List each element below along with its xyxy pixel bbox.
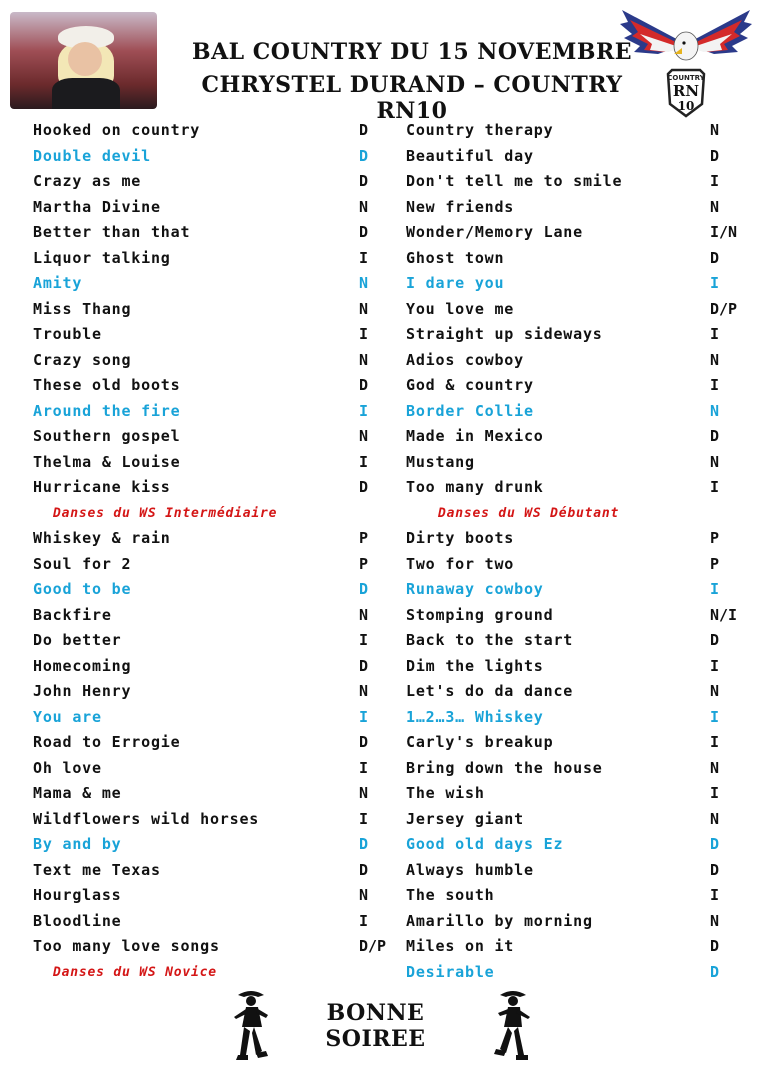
svg-text:RN: RN — [672, 82, 700, 100]
dance-name: God & country — [406, 376, 534, 394]
dance-level: D — [359, 172, 369, 190]
dance-level: D/P — [710, 299, 738, 318]
dance-name: Wildflowers wild horses — [33, 809, 260, 828]
svg-text:10: 10 — [677, 99, 695, 113]
dance-level: D — [359, 580, 369, 598]
page-subtitle: CHRYSTEL DURAND – COUNTRY RN10 — [201, 72, 623, 124]
dance-name: Amity — [33, 274, 83, 292]
dance-name: Straight up sideways — [406, 325, 603, 343]
dance-name: Crazy as me — [33, 172, 142, 190]
dance-name: Good to be — [33, 580, 132, 598]
dance-name: The south — [406, 886, 495, 904]
dance-name: The wish — [406, 784, 485, 802]
dance-name: Whiskey & rain — [33, 529, 171, 547]
dance-level: I — [710, 580, 720, 598]
dance-level: I — [359, 809, 369, 828]
dance-level: I — [710, 376, 720, 394]
dance-name: Hooked on country — [33, 121, 201, 139]
dance-name: Bloodline — [33, 911, 122, 930]
dance-name: Amarillo by morning — [406, 911, 593, 930]
dance-level: N — [710, 911, 720, 930]
dance-level: I — [359, 325, 369, 343]
dance-level: D — [710, 835, 720, 853]
dance-name: By and by — [33, 835, 122, 853]
dance-level: N — [710, 121, 720, 139]
dance-level: N — [359, 784, 369, 802]
dance-level: N — [710, 197, 720, 216]
dance-level: D — [359, 835, 369, 853]
dance-name: Thelma & Louise — [33, 452, 181, 471]
dance-name: Around the fire — [33, 401, 181, 420]
dance-name: These old boots — [33, 376, 181, 394]
dance-name: Carly's breakup — [406, 733, 554, 751]
dance-level: D — [359, 478, 369, 496]
dance-level: I — [710, 707, 720, 726]
dance-level: D — [710, 860, 720, 879]
dance-level: I — [710, 478, 720, 496]
dance-level: P — [710, 529, 720, 547]
dance-level: D — [359, 146, 369, 165]
dance-name: Stomping ground — [406, 605, 554, 624]
cowboy-dancer-left-icon — [228, 985, 274, 1065]
page-title: BAL COUNTRY DU 15 NOVEMBRE — [191, 39, 633, 65]
dance-name: Jersey giant — [406, 809, 524, 828]
dance-name: You are — [33, 707, 102, 726]
dance-level: N — [359, 299, 369, 318]
dance-level: N — [359, 605, 369, 624]
dance-level: D — [710, 631, 720, 649]
dance-name: Mama & me — [33, 784, 122, 802]
dance-name: Backfire — [33, 605, 112, 624]
dance-level: D — [710, 962, 720, 981]
dance-level: I — [359, 401, 369, 420]
dance-name: Miles on it — [406, 937, 515, 955]
dance-name: Oh love — [33, 758, 102, 777]
dance-level: D — [359, 656, 369, 675]
dance-name: Ghost town — [406, 248, 505, 267]
dance-name: Too many drunk — [406, 478, 544, 496]
dance-name: Road to Errogie — [33, 733, 181, 751]
dance-level: P — [710, 554, 720, 573]
dance-level: N — [359, 350, 369, 369]
dance-name: Don't tell me to smile — [406, 172, 623, 190]
dance-name: Back to the start — [406, 631, 574, 649]
dance-level: I — [710, 172, 720, 190]
dance-name: Hourglass — [33, 886, 122, 904]
dance-name: Better than that — [33, 223, 191, 241]
dance-name: Country therapy — [406, 121, 554, 139]
dance-level: N — [359, 682, 369, 700]
dance-level: N — [359, 274, 369, 292]
performer-photo — [10, 12, 157, 109]
dance-name: Soul for 2 — [33, 554, 132, 573]
dance-name: Do better — [33, 631, 122, 649]
dance-name: Trouble — [33, 325, 102, 343]
dance-level: N — [710, 758, 720, 777]
dance-name: Two for two — [406, 554, 515, 573]
dance-level: I — [710, 325, 720, 343]
dance-level: N — [710, 401, 720, 420]
dance-level: I — [710, 784, 720, 802]
section-label: Danses du WS Intermédiaire — [53, 505, 278, 521]
dance-name: Southern gospel — [33, 427, 181, 445]
dance-name: Dirty boots — [406, 529, 515, 547]
dance-level: D — [359, 376, 369, 394]
dance-name: Wonder/Memory Lane — [406, 223, 583, 241]
dance-name: You love me — [406, 299, 515, 318]
dance-level: D/P — [359, 937, 387, 955]
dance-name: Always humble — [406, 860, 534, 879]
dance-level: P — [359, 554, 369, 573]
svg-text:COUNTRY: COUNTRY — [667, 74, 705, 82]
dance-level: I — [359, 248, 369, 267]
dance-level: D — [359, 860, 369, 879]
dance-level: D — [710, 146, 720, 165]
dance-name: Too many love songs — [33, 937, 220, 955]
dance-level: I — [359, 631, 369, 649]
section-label: Danses du WS Novice — [53, 964, 217, 980]
dance-level: I — [710, 274, 720, 292]
dance-level: D — [359, 121, 369, 139]
dance-name: Martha Divine — [33, 197, 161, 216]
dance-level: I — [359, 707, 369, 726]
dance-level: I/N — [710, 223, 738, 241]
dance-level: D — [359, 733, 369, 751]
dance-name: Double devil — [33, 146, 151, 165]
cowboy-dancer-right-icon — [490, 985, 536, 1065]
dance-name: Dim the lights — [406, 656, 544, 675]
dance-name: Bring down the house — [406, 758, 603, 777]
dance-name: Beautiful day — [406, 146, 534, 165]
dance-name: Homecoming — [33, 656, 132, 675]
dance-level: N — [710, 350, 720, 369]
dance-level: N — [359, 886, 369, 904]
dance-name: Crazy song — [33, 350, 132, 369]
dance-level: I — [359, 911, 369, 930]
section-label: Danses du WS Débutant — [438, 505, 620, 521]
dance-level: I — [359, 758, 369, 777]
dance-level: N — [359, 197, 369, 216]
dance-name: Border Collie — [406, 401, 534, 420]
dance-name: Good old days Ez — [406, 835, 564, 853]
dance-name: Made in Mexico — [406, 427, 544, 445]
dance-level: I — [359, 452, 369, 471]
dance-level: D — [710, 427, 720, 445]
dance-level: N — [710, 809, 720, 828]
eagle-logo — [618, 4, 754, 122]
dance-name: New friends — [406, 197, 515, 216]
dance-level: P — [359, 529, 369, 547]
dance-level: N — [710, 682, 720, 700]
dance-name: Runaway cowboy — [406, 580, 544, 598]
dance-level: N — [710, 452, 720, 471]
dance-name: Mustang — [406, 452, 475, 471]
dance-level: I — [710, 656, 720, 675]
dance-name: John Henry — [33, 682, 132, 700]
dance-name: Text me Texas — [33, 860, 161, 879]
dance-name: Miss Thang — [33, 299, 132, 318]
dance-name: Desirable — [406, 962, 495, 981]
footer-greeting: BONNE SOIREE — [325, 1000, 426, 1052]
dance-name: 1…2…3… Whiskey — [406, 707, 544, 726]
dance-level: D — [710, 937, 720, 955]
dance-name: Hurricane kiss — [33, 478, 171, 496]
dance-name: I dare you — [406, 274, 505, 292]
dance-level: D — [710, 248, 720, 267]
dance-level: N/I — [710, 605, 738, 624]
dance-level: D — [359, 223, 369, 241]
dance-level: N — [359, 427, 369, 445]
dance-level: I — [710, 886, 720, 904]
dance-level: I — [710, 733, 720, 751]
dance-name: Liquor talking — [33, 248, 171, 267]
dance-name: Adios cowboy — [406, 350, 524, 369]
dance-name: Let's do da dance — [406, 682, 574, 700]
